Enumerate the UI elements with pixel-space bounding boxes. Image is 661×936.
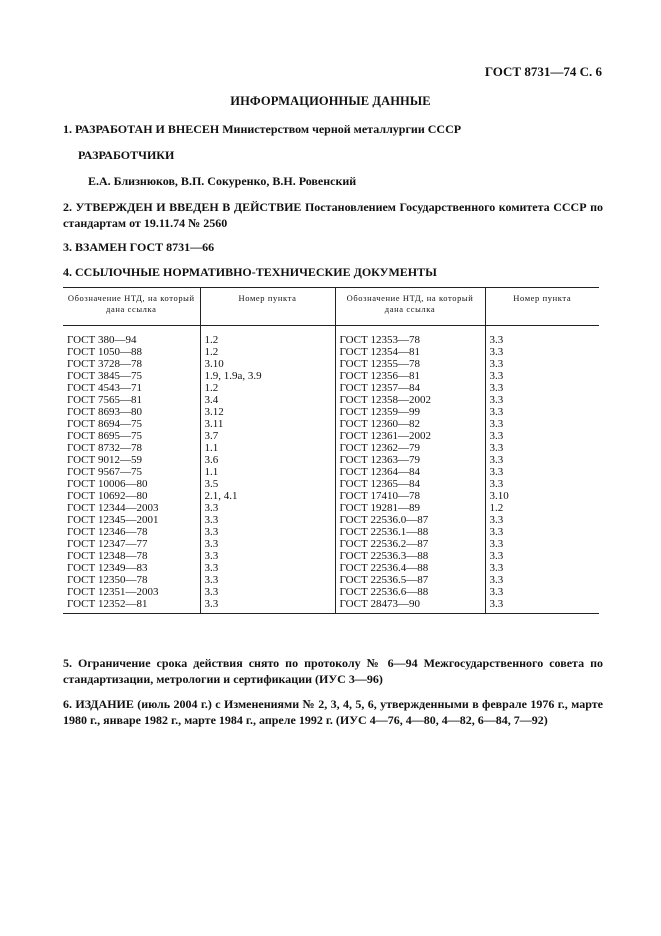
ntd-cell: ГОСТ 9567—75 bbox=[67, 466, 142, 478]
table-row bbox=[63, 586, 599, 598]
item-cell: 3.3 bbox=[485, 418, 599, 430]
ntd-cell: ГОСТ 22536.6—88 bbox=[335, 586, 485, 598]
ntd-cell: ГОСТ 12350—78 bbox=[67, 574, 148, 586]
item-cell: 3.3 bbox=[485, 598, 599, 614]
section-3: 3. ВЗАМЕН ГОСТ 8731—66 bbox=[63, 240, 215, 254]
ntd-cell: ГОСТ 22536.5—87 bbox=[335, 574, 485, 586]
table-row bbox=[63, 466, 599, 478]
item-cell: 3.3 bbox=[200, 586, 335, 598]
ntd-cell: ГОСТ 12362—79 bbox=[335, 442, 485, 454]
section-1-heading: 1. РАЗРАБОТАН И ВНЕСЕН bbox=[63, 122, 220, 136]
item-cell: 2.1, 4.1 bbox=[200, 490, 335, 502]
table-body bbox=[63, 326, 599, 614]
section-5-text: 5. Ограничение срока действия снято по протоколу № 6—94 Межгосударственного совета по стандартизации, метрологии и сертификации (ИУС 3—96) bbox=[63, 656, 603, 686]
section-5 bbox=[63, 655, 603, 687]
item-cell: 3.5 bbox=[200, 478, 335, 490]
table-row bbox=[63, 598, 599, 614]
section-1-text: Министерством черной металлургии СССР bbox=[219, 122, 462, 136]
item-cell: 3.3 bbox=[485, 442, 599, 454]
item-cell: 3.3 bbox=[200, 574, 335, 586]
ntd-cell: ГОСТ 10006—80 bbox=[67, 478, 148, 490]
table-row bbox=[63, 418, 599, 430]
item-cell: 1.2 bbox=[200, 382, 335, 394]
item-cell: 3.3 bbox=[485, 586, 599, 598]
item-cell: 3.3 bbox=[200, 502, 335, 514]
ntd-cell: ГОСТ 12352—81 bbox=[67, 598, 148, 610]
col-header-ntd-1: Обозначение НТД, на который дана ссылка bbox=[63, 288, 200, 326]
table-row bbox=[63, 442, 599, 454]
table-row bbox=[63, 526, 599, 538]
table-row bbox=[63, 346, 599, 358]
section-2-heading: 2. УТВЕРЖДЕН И ВВЕДЕН В ДЕЙСТВИЕ bbox=[63, 200, 302, 214]
ntd-cell: ГОСТ 3728—78 bbox=[67, 358, 142, 370]
ntd-cell: ГОСТ 12360—82 bbox=[335, 418, 485, 430]
ntd-cell: ГОСТ 8732—78 bbox=[67, 442, 142, 454]
table-row bbox=[63, 430, 599, 442]
item-cell: 3.3 bbox=[485, 466, 599, 478]
table-row bbox=[63, 502, 599, 514]
item-cell: 1.9, 1.9а, 3.9 bbox=[200, 370, 335, 382]
ntd-cell: ГОСТ 12356—81 bbox=[335, 370, 485, 382]
ntd-cell: ГОСТ 12348—78 bbox=[67, 550, 148, 562]
table-row bbox=[63, 406, 599, 418]
table-row bbox=[63, 490, 599, 502]
section-1 bbox=[63, 121, 603, 137]
ntd-cell: ГОСТ 4543—71 bbox=[67, 382, 142, 394]
ntd-cell: ГОСТ 3845—75 bbox=[67, 370, 142, 382]
item-cell: 3.3 bbox=[485, 358, 599, 370]
ntd-cell: ГОСТ 22536.1—88 bbox=[335, 526, 485, 538]
col-header-item-2: Номер пункта bbox=[485, 288, 599, 326]
item-cell: 3.3 bbox=[485, 430, 599, 442]
item-cell: 3.3 bbox=[485, 326, 599, 347]
ntd-cell: ГОСТ 28473—90 bbox=[335, 598, 485, 614]
item-cell: 3.10 bbox=[200, 358, 335, 370]
item-cell: 3.3 bbox=[485, 394, 599, 406]
table-row bbox=[63, 454, 599, 466]
ntd-cell: ГОСТ 8694—75 bbox=[67, 418, 142, 430]
developers-title: РАЗРАБОТЧИКИ bbox=[78, 148, 175, 162]
item-cell: 3.3 bbox=[485, 574, 599, 586]
ntd-cell: ГОСТ 12358—2002 bbox=[335, 394, 485, 406]
table-row bbox=[63, 394, 599, 406]
item-cell: 1.2 bbox=[485, 502, 599, 514]
table-row bbox=[63, 478, 599, 490]
ntd-cell: ГОСТ 380—94 bbox=[67, 334, 137, 346]
item-cell: 1.1 bbox=[200, 442, 335, 454]
ntd-cell: ГОСТ 17410—78 bbox=[335, 490, 485, 502]
ntd-cell: ГОСТ 22536.0—87 bbox=[335, 514, 485, 526]
ntd-cell: ГОСТ 12355—78 bbox=[335, 358, 485, 370]
ntd-cell: ГОСТ 22536.2—87 bbox=[335, 538, 485, 550]
section-6-text: 6. ИЗДАНИЕ (июль 2004 г.) с Изменениями № 2, 3, 4, 5, 6, утвержденными в феврале 1976 г., марте 1980 г., январе 1982 г., марте 1984 г., апреле 1992 г. (ИУС 4—76, 4—80, 4—82, 6—84, 7—92) bbox=[63, 697, 603, 727]
item-cell: 1.2 bbox=[200, 346, 335, 358]
item-cell: 3.3 bbox=[485, 478, 599, 490]
item-cell: 3.3 bbox=[485, 454, 599, 466]
ntd-cell: ГОСТ 7565—81 bbox=[67, 394, 142, 406]
section-6 bbox=[63, 696, 603, 728]
item-cell: 3.3 bbox=[200, 514, 335, 526]
ntd-cell: ГОСТ 12354—81 bbox=[335, 346, 485, 358]
ntd-cell: ГОСТ 12365—84 bbox=[335, 478, 485, 490]
ntd-cell: ГОСТ 12353—78 bbox=[335, 326, 485, 347]
item-cell: 3.3 bbox=[200, 538, 335, 550]
ntd-cell: ГОСТ 1050—88 bbox=[67, 346, 142, 358]
item-cell: 3.10 bbox=[485, 490, 599, 502]
table-header-row bbox=[63, 288, 599, 326]
ntd-cell: ГОСТ 12347—77 bbox=[67, 538, 148, 550]
col-header-ntd-2: Обозначение НТД, на который дана ссылка bbox=[335, 288, 485, 326]
table-row bbox=[63, 358, 599, 370]
table-row bbox=[63, 370, 599, 382]
page-title: ИНФОРМАЦИОННЫЕ ДАННЫЕ bbox=[230, 94, 431, 108]
ntd-cell: ГОСТ 8693—80 bbox=[67, 406, 142, 418]
item-cell: 3.3 bbox=[200, 550, 335, 562]
item-cell: 3.3 bbox=[485, 538, 599, 550]
ntd-cell: ГОСТ 12346—78 bbox=[67, 526, 148, 538]
ntd-cell: ГОСТ 12359—99 bbox=[335, 406, 485, 418]
table-row bbox=[63, 574, 599, 586]
table-row bbox=[63, 562, 599, 574]
table-row bbox=[63, 538, 599, 550]
item-cell: 3.11 bbox=[200, 418, 335, 430]
ntd-cell: ГОСТ 12351—2003 bbox=[67, 586, 159, 598]
table-row bbox=[63, 550, 599, 562]
ntd-cell: ГОСТ 12363—79 bbox=[335, 454, 485, 466]
page-header: ГОСТ 8731—74 С. 6 bbox=[484, 64, 602, 79]
item-cell: 3.7 bbox=[200, 430, 335, 442]
ntd-cell: ГОСТ 22536.3—88 bbox=[335, 550, 485, 562]
ntd-cell: ГОСТ 22536.4—88 bbox=[335, 562, 485, 574]
item-cell: 3.4 bbox=[200, 394, 335, 406]
ntd-cell: ГОСТ 12364—84 bbox=[335, 466, 485, 478]
developers-names: Е.А. Близнюков, В.П. Сокуренко, В.Н. Ровенский bbox=[88, 174, 357, 188]
item-cell: 3.3 bbox=[485, 382, 599, 394]
table-row bbox=[63, 514, 599, 526]
item-cell: 3.3 bbox=[485, 562, 599, 574]
item-cell: 3.3 bbox=[485, 526, 599, 538]
ntd-cell: ГОСТ 9012—59 bbox=[67, 454, 142, 466]
item-cell: 1.2 bbox=[200, 326, 335, 347]
item-cell: 3.3 bbox=[485, 370, 599, 382]
ntd-cell: ГОСТ 12357—84 bbox=[335, 382, 485, 394]
ntd-cell: ГОСТ 8695—75 bbox=[67, 430, 142, 442]
item-cell: 3.3 bbox=[485, 346, 599, 358]
ntd-cell: ГОСТ 12361—2002 bbox=[335, 430, 485, 442]
ntd-cell: ГОСТ 12345—2001 bbox=[67, 514, 159, 526]
section-2 bbox=[63, 199, 603, 231]
item-cell: 3.6 bbox=[200, 454, 335, 466]
item-cell: 3.3 bbox=[485, 514, 599, 526]
ntd-cell: ГОСТ 12349—83 bbox=[67, 562, 148, 574]
item-cell: 3.3 bbox=[200, 562, 335, 574]
ntd-cell: ГОСТ 19281—89 bbox=[335, 502, 485, 514]
item-cell: 1.1 bbox=[200, 466, 335, 478]
section-4-title: 4. ССЫЛОЧНЫЕ НОРМАТИВНО-ТЕХНИЧЕСКИЕ ДОКУМЕНТЫ bbox=[63, 265, 437, 279]
ntd-cell: ГОСТ 10692—80 bbox=[67, 490, 148, 502]
col-header-item-1: Номер пункта bbox=[200, 288, 335, 326]
item-cell: 3.3 bbox=[485, 550, 599, 562]
table-row bbox=[63, 382, 599, 394]
item-cell: 3.3 bbox=[200, 526, 335, 538]
item-cell: 3.3 bbox=[200, 598, 335, 614]
ntd-cell: ГОСТ 12344—2003 bbox=[67, 502, 159, 514]
table-row bbox=[63, 326, 599, 347]
section-2-text: Постановлением Государственного комитета СССР по стандартам от 19.11.74 № 2560 bbox=[63, 200, 603, 230]
item-cell: 3.12 bbox=[200, 406, 335, 418]
references-table bbox=[63, 287, 599, 614]
item-cell: 3.3 bbox=[485, 406, 599, 418]
